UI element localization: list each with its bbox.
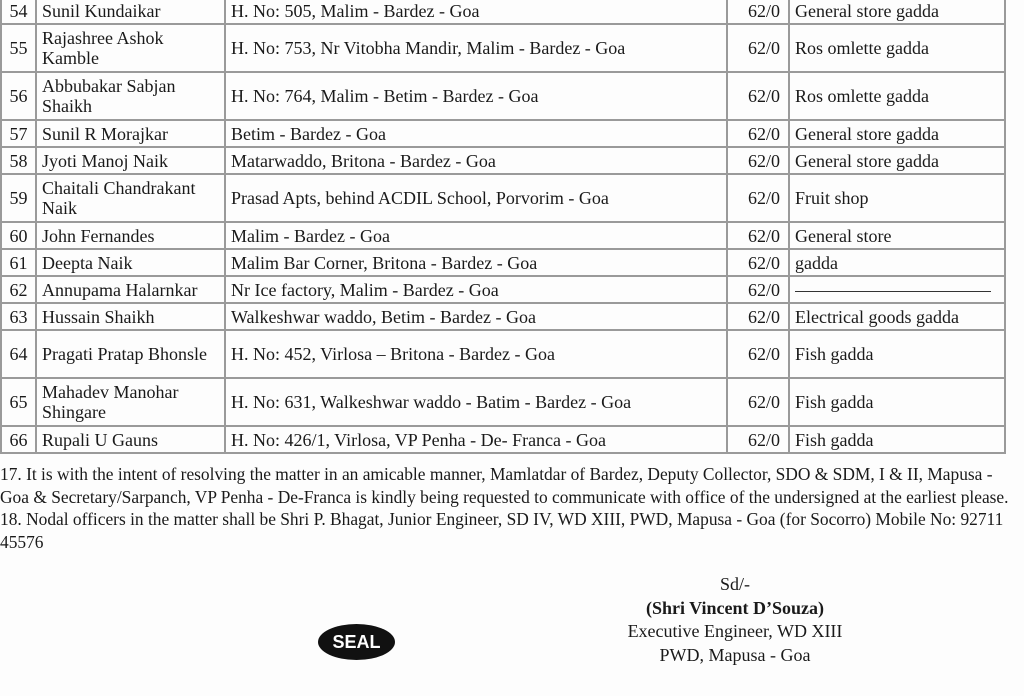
area-value: 62/0: [727, 330, 789, 378]
business-purpose: General store gadda: [789, 120, 1005, 147]
vendor-address: H. No: 426/1, Virlosa, VP Penha - De- Franca - Goa: [225, 426, 727, 453]
vendor-name: Rupali U Gauns: [36, 426, 225, 453]
area-value: 62/0: [727, 174, 789, 222]
vendor-address: Walkeshwar waddo, Betim - Bardez - Goa: [225, 303, 727, 330]
table-row: [1, 222, 1005, 249]
business-purpose: Fruit shop: [789, 174, 1005, 222]
table-row: [1, 147, 1005, 174]
notice-paragraph: 17. It is with the intent of resolving the matter in an amicable manner, Mamlatdar of Bardez, Deputy Collector, SDO & SDM, I & II, Mapusa - Goa & Secretary/Sarpanch, VP Penha - De-Franca is kindly being requested to communicate with office of the undersigned at the earliest please. 18. Nodal officers in the matter shall be Shri P. Bhagat, Junior Engineer, SD IV, WD XIII, PWD, Mapusa - Goa (for Socorro) Mobile No: 92711 45576: [0, 464, 1009, 552]
vendor-address: H. No: 452, Virlosa – Britona - Bardez - Goa: [225, 330, 727, 378]
vendor-address: Nr Ice factory, Malim - Bardez - Goa: [225, 276, 727, 303]
table-row: [1, 249, 1005, 276]
table-row: [1, 276, 1005, 303]
serial-number: 62: [1, 276, 36, 303]
vendor-name: Rajashree Ashok Kamble: [36, 24, 225, 72]
serial-number: 55: [1, 24, 36, 72]
business-purpose: General store gadda: [789, 147, 1005, 174]
business-purpose: Fish gadda: [789, 330, 1005, 378]
area-value: 62/0: [727, 24, 789, 72]
vendor-address: Betim - Bardez - Goa: [225, 120, 727, 147]
vendor-name: Chaitali Chandrakant Naik: [36, 174, 225, 222]
business-purpose: Electrical goods gadda: [789, 303, 1005, 330]
serial-number: 58: [1, 147, 36, 174]
serial-number: 57: [1, 120, 36, 147]
business-purpose-blank: [789, 276, 1005, 303]
area-value: 62/0: [727, 378, 789, 426]
table-row: [1, 426, 1005, 453]
business-purpose: Fish gadda: [789, 426, 1005, 453]
area-value: 62/0: [727, 249, 789, 276]
serial-number: 59: [1, 174, 36, 222]
table-row: [1, 174, 1005, 222]
signature-sd: Sd/-: [719, 574, 750, 594]
table-row: [1, 72, 1005, 120]
area-value: 62/0: [727, 72, 789, 120]
table-row: [1, 120, 1005, 147]
vendor-address: Malim - Bardez - Goa: [225, 222, 727, 249]
blank-line: [795, 291, 991, 292]
vendor-name: Deepta Naik: [36, 249, 225, 276]
area-value: 62/0: [727, 303, 789, 330]
vendor-address: H. No: 505, Malim - Bardez - Goa: [225, 0, 727, 24]
area-value: 62/0: [727, 147, 789, 174]
signature-block: [590, 573, 880, 667]
vendor-name: John Fernandes: [36, 222, 225, 249]
serial-number: 54: [1, 0, 36, 24]
area-value: 62/0: [727, 120, 789, 147]
serial-number: 64: [1, 330, 36, 378]
signatory-office: PWD, Mapusa - Goa: [659, 644, 811, 665]
vendor-name: Pragati Pratap Bhonsle: [36, 330, 225, 378]
vendor-address: H. No: 764, Malim - Betim - Bardez - Goa: [225, 72, 727, 120]
area-value: 62/0: [727, 276, 789, 303]
serial-number: 60: [1, 222, 36, 249]
vendor-name: Sunil Kundaikar: [36, 0, 225, 24]
table-row: [1, 24, 1005, 72]
vendor-name: Hussain Shaikh: [36, 303, 225, 330]
vendor-name: Jyoti Manoj Naik: [36, 147, 225, 174]
table-row: [1, 0, 1005, 24]
signatory-name: (Shri Vincent D’Souza): [645, 597, 824, 618]
serial-number: 56: [1, 72, 36, 120]
business-purpose: General store: [789, 222, 1005, 249]
signatory-designation: Executive Engineer, WD XIII: [627, 621, 843, 641]
serial-number: 66: [1, 426, 36, 453]
table-row: [1, 378, 1005, 426]
business-purpose: General store gadda: [789, 0, 1005, 24]
vendor-address: Matarwaddo, Britona - Bardez - Goa: [225, 147, 727, 174]
serial-number: 63: [1, 303, 36, 330]
serial-number: 61: [1, 249, 36, 276]
vendor-address: Malim Bar Corner, Britona - Bardez - Goa: [225, 249, 727, 276]
vendor-address: H. No: 753, Nr Vitobha Mandir, Malim - Bardez - Goa: [225, 24, 727, 72]
vendor-address: H. No: 631, Walkeshwar waddo - Batim - Bardez - Goa: [225, 378, 727, 426]
vendor-name: Abbubakar Sabjan Shaikh: [36, 72, 225, 120]
business-purpose: Fish gadda: [789, 378, 1005, 426]
vendor-name: Sunil R Morajkar: [36, 120, 225, 147]
vendor-address: Prasad Apts, behind ACDIL School, Porvorim - Goa: [225, 174, 727, 222]
table-row: [1, 330, 1005, 378]
vendor-name: Annupama Halarnkar: [36, 276, 225, 303]
table-row: [1, 303, 1005, 330]
business-purpose: gadda: [789, 249, 1005, 276]
area-value: 62/0: [727, 426, 789, 453]
seal-stamp: SEAL: [318, 624, 395, 660]
vendor-name: Mahadev Manohar Shingare: [36, 378, 225, 426]
area-value: 62/0: [727, 0, 789, 24]
serial-number: 65: [1, 378, 36, 426]
business-purpose: Ros omlette gadda: [789, 72, 1005, 120]
business-purpose: Ros omlette gadda: [789, 24, 1005, 72]
area-value: 62/0: [727, 222, 789, 249]
